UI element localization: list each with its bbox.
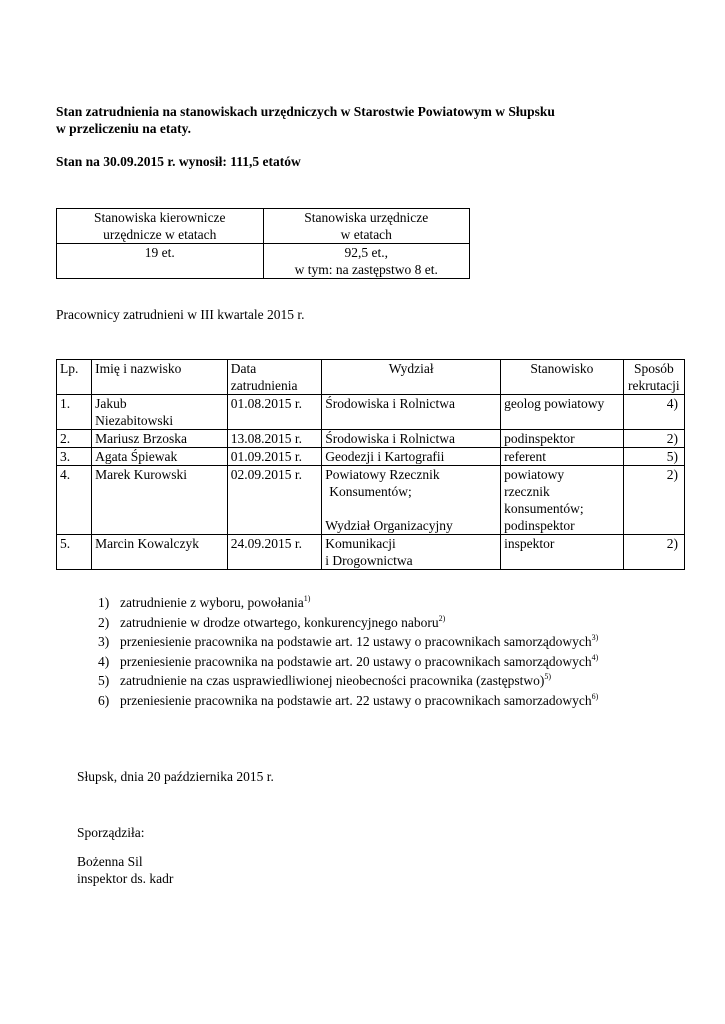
table-row — [57, 430, 685, 448]
row-position: inspektor — [501, 535, 624, 570]
employment-status: Stan na 30.09.2015 r. wynosił: 111,5 etatów — [56, 154, 301, 169]
footnote-text: przeniesienie pracownika na podstawie art. 12 ustawy o pracownikach samorządowych — [120, 634, 592, 649]
footnote-text: przeniesienie pracownika na podstawie art. 22 ustawy o pracownikach samorzadowych — [120, 692, 592, 708]
footnote-sup: 1) — [303, 594, 311, 603]
footnote-item — [98, 633, 598, 653]
row-position: referent — [501, 448, 624, 466]
summary-col1-header-l1: Stanowiska kierownicze — [93, 210, 226, 225]
header-recruitment — [623, 360, 684, 395]
footnote-sup: 4) — [591, 652, 599, 662]
summary-col2-value-l1: 92,5 et., — [344, 245, 388, 260]
summary-col1-header — [57, 209, 264, 244]
summary-col2-value — [263, 244, 470, 279]
footnote-sup: 2) — [438, 613, 446, 623]
footnote-item — [98, 614, 598, 634]
employees-table — [56, 359, 685, 570]
footnote-sup: 6) — [591, 691, 599, 701]
section-label: Pracownicy zatrudnieni w III kwartale 2015 r. — [56, 307, 305, 322]
row-position-l1: powiatowy — [504, 467, 565, 482]
footnote-sup: 3) — [591, 633, 599, 642]
row-name-l2: Niezabitowski — [95, 413, 174, 428]
footnote-item — [98, 692, 598, 712]
row-lp: 3. — [57, 448, 92, 466]
summary-header-row — [57, 209, 470, 244]
summary-col1-header-l2: urzędnicze w etatach — [103, 227, 217, 242]
row-date: 13.08.2015 r. — [227, 430, 321, 448]
row-name-l1: Jakub — [95, 396, 127, 411]
table-header-row — [57, 360, 685, 395]
summary-col2-value-l2: w tym: na zastępstwo 8 et. — [294, 262, 438, 277]
row-date: 01.09.2015 r. — [227, 448, 321, 466]
footnote-number: 4) — [98, 653, 110, 669]
row-position-l2: rzecznik — [504, 484, 550, 499]
footnote-item — [98, 672, 598, 692]
row-position: podinspektor — [501, 430, 624, 448]
row-dept: Środowiska i Rolnictwa — [322, 395, 501, 430]
summary-col2-header — [263, 209, 470, 244]
row-position: geolog powiatowy — [501, 395, 624, 430]
preparer-name: Bożenna Sil — [77, 854, 143, 869]
summary-col1-value: 19 et. — [57, 244, 264, 279]
row-lp: 4. — [57, 466, 92, 535]
row-dept-l1: Powiatowy Rzecznik — [325, 467, 440, 482]
row-recruitment: 4) — [623, 395, 684, 430]
header-date — [227, 360, 321, 395]
title-line-2: w przeliczeniu na etaty. — [56, 121, 191, 136]
row-date: 24.09.2015 r. — [227, 535, 321, 570]
row-dept: Środowiska i Rolnictwa — [322, 430, 501, 448]
row-position-l3: konsumentów; — [504, 501, 584, 516]
footnote-number: 2) — [98, 614, 110, 630]
header-lp: Lp. — [57, 360, 92, 395]
row-dept-l2: Konsumentów; — [329, 484, 412, 499]
header-dept: Wydział — [322, 360, 501, 395]
row-name: Agata Śpiewak — [92, 448, 228, 466]
table-row — [57, 395, 685, 430]
footnote-number: 1) — [98, 595, 110, 610]
row-position-l4: podinspektor — [504, 518, 575, 533]
row-dept — [322, 535, 501, 570]
row-lp: 2. — [57, 430, 92, 448]
document-title — [56, 103, 555, 137]
header-date-l2: zatrudnienia — [230, 378, 298, 393]
row-dept-l2: i Drogownictwa — [325, 553, 413, 568]
summary-table — [56, 208, 470, 279]
footnote-number: 3) — [98, 634, 110, 649]
footnote-text: przeniesienie pracownika na podstawie art. 20 ustawy o pracownikach samorządowych — [120, 653, 592, 669]
row-recruitment: 5) — [623, 448, 684, 466]
row-dept-l1: Komunikacji — [325, 536, 396, 551]
row-date: 01.08.2015 r. — [227, 395, 321, 430]
header-name: Imię i nazwisko — [92, 360, 228, 395]
table-row — [57, 448, 685, 466]
footnote-number: 5) — [98, 673, 110, 688]
row-dept — [322, 466, 501, 535]
table-row — [57, 466, 685, 535]
row-recruitment: 2) — [623, 430, 684, 448]
footnote-item — [98, 653, 598, 673]
header-position: Stanowisko — [501, 360, 624, 395]
row-dept-l3: Wydział Organizacyjny — [325, 518, 453, 533]
table-row — [57, 535, 685, 570]
header-rec-l1: Sposób — [633, 361, 674, 376]
row-position — [501, 466, 624, 535]
preparer-title: inspektor ds. kadr — [77, 871, 174, 886]
row-date: 02.09.2015 r. — [227, 466, 321, 535]
row-name — [92, 395, 228, 430]
title-line-1: Stan zatrudnienia na stanowiskach urzędniczych w Starostwie Powiatowym w Słupsku — [56, 104, 555, 119]
header-rec-l2: rekrutacji — [627, 378, 680, 393]
row-recruitment: 2) — [623, 466, 684, 535]
footnote-number: 6) — [98, 692, 110, 708]
place-date: Słupsk, dnia 20 października 2015 r. — [77, 769, 274, 784]
footnotes-list — [98, 594, 598, 711]
row-name: Marek Kurowski — [92, 466, 228, 535]
prepared-by-label: Sporządziła: — [77, 825, 145, 840]
row-recruitment: 2) — [623, 535, 684, 570]
footnote-text: zatrudnienie w drodze otwartego, konkurencyjnego naboru — [120, 614, 439, 630]
summary-value-row — [57, 244, 470, 279]
footnote-item — [98, 594, 598, 614]
footnote-text: zatrudnienie z wyboru, powołania — [120, 595, 304, 610]
preparer-block — [77, 853, 173, 887]
footnote-text: zatrudnienie na czas usprawiedliwionej nieobecności pracownika (zastępstwo) — [120, 673, 545, 688]
row-name: Mariusz Brzoska — [92, 430, 228, 448]
summary-col2-header-l2: w etatach — [340, 227, 392, 242]
footnote-sup: 5) — [544, 672, 552, 681]
row-lp: 1. — [57, 395, 92, 430]
summary-col2-header-l1: Stanowiska urzędnicze — [304, 210, 429, 225]
row-lp: 5. — [57, 535, 92, 570]
row-name: Marcin Kowalczyk — [92, 535, 228, 570]
header-date-l1: Data — [230, 361, 257, 376]
row-dept: Geodezji i Kartografii — [322, 448, 501, 466]
